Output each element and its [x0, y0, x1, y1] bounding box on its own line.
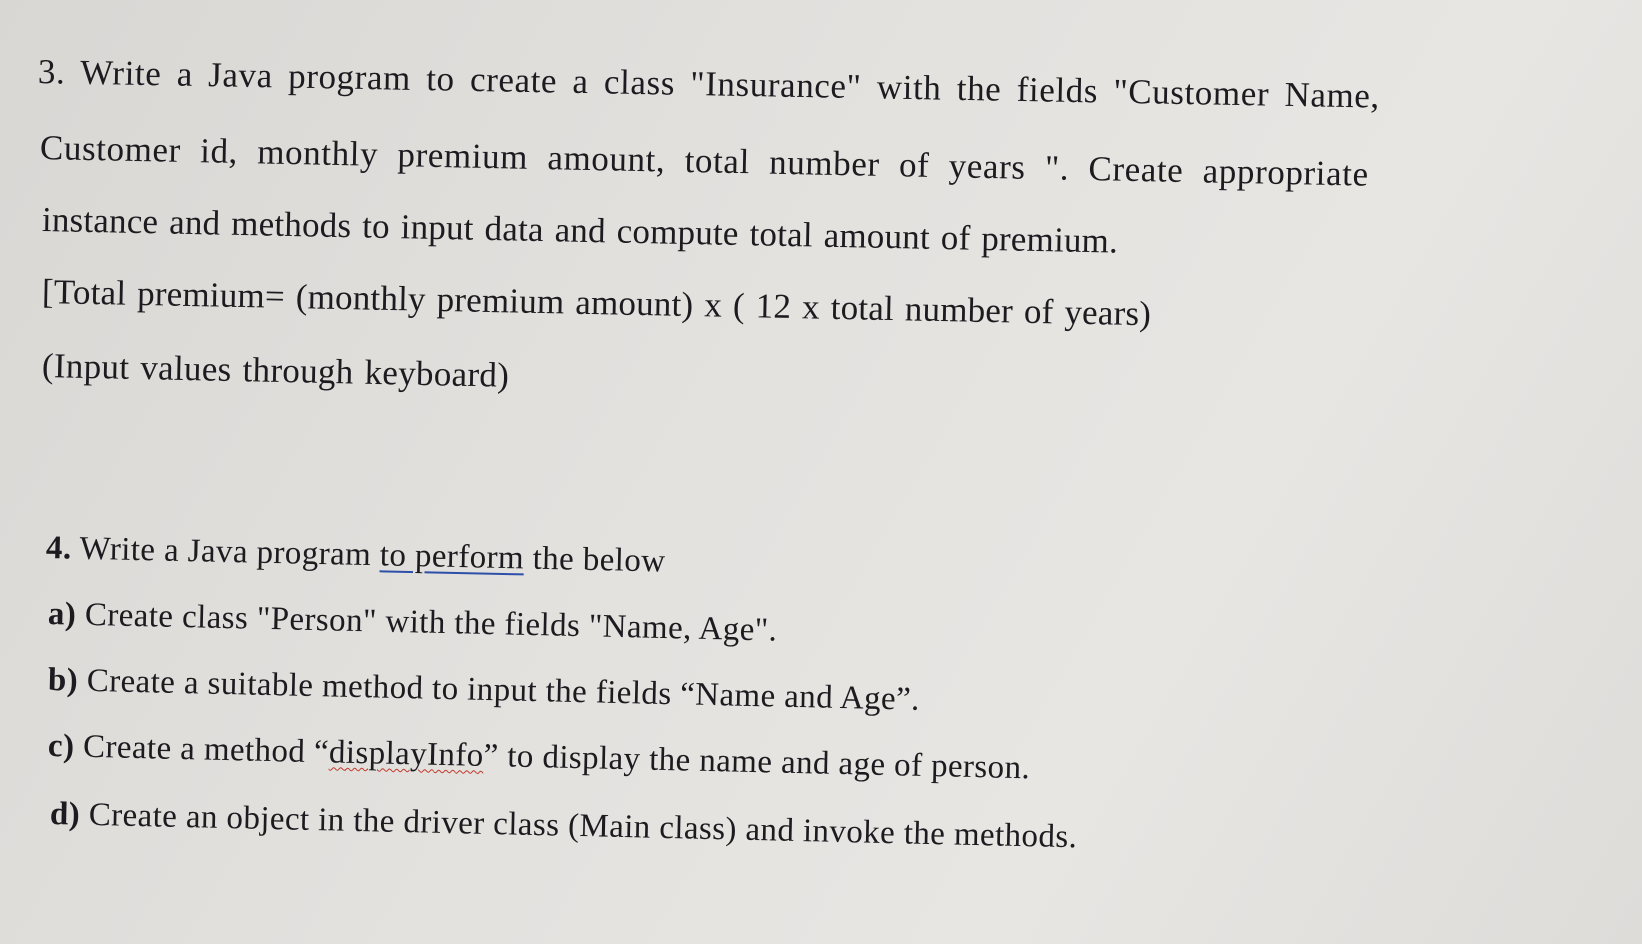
- q3-line-5: (Input values through keyboard): [41, 346, 510, 395]
- q4-item-d: [50, 796, 1078, 856]
- q4-item-c-spellcheck-word: displayInfo: [328, 734, 485, 774]
- q4-title: [46, 530, 666, 581]
- q4-title-text: Write a Java program: [79, 530, 372, 574]
- q4-item-b-label: b): [47, 662, 79, 699]
- q3-line-4: [Total premium= (monthly premium amount) x ( 12 x total number of years): [41, 272, 1152, 334]
- q3-line-3: instance and methods to input data and compute total amount of premium.: [41, 200, 1119, 261]
- q4-item-a-text: Create class "Person" with the fields "Name, Age".: [84, 596, 778, 649]
- q4-item-c: [48, 728, 1031, 787]
- q4-item-c-label: c): [47, 728, 75, 765]
- q4-item-d-text: Create an object in the driver class (Main class) and invoke the methods.: [88, 796, 1078, 856]
- q3-line-1: 3. Write a Java program to create a class "Insurance" with the fields "Customer Name,: [37, 52, 1381, 116]
- q4-item-c-text-pre: Create a method “: [82, 728, 330, 771]
- q4-item-d-label: d): [49, 796, 81, 833]
- q4-item-a-label: a): [47, 596, 77, 633]
- q3-line-2: Customer id, monthly premium amount, total number of years ". Create appropriate: [39, 128, 1370, 194]
- q4-item-a: [48, 596, 778, 650]
- q4-title-underlined: to perform: [379, 537, 525, 577]
- q4-item-b-text: Create a suitable method to input the fields “Name and Age”.: [86, 662, 921, 718]
- q4-title-tail: the below: [532, 540, 666, 580]
- q4-item-c-text-post: ” to display the name and age of person.: [483, 737, 1031, 787]
- q4-number: 4.: [45, 530, 72, 567]
- q4-item-b: [48, 662, 921, 719]
